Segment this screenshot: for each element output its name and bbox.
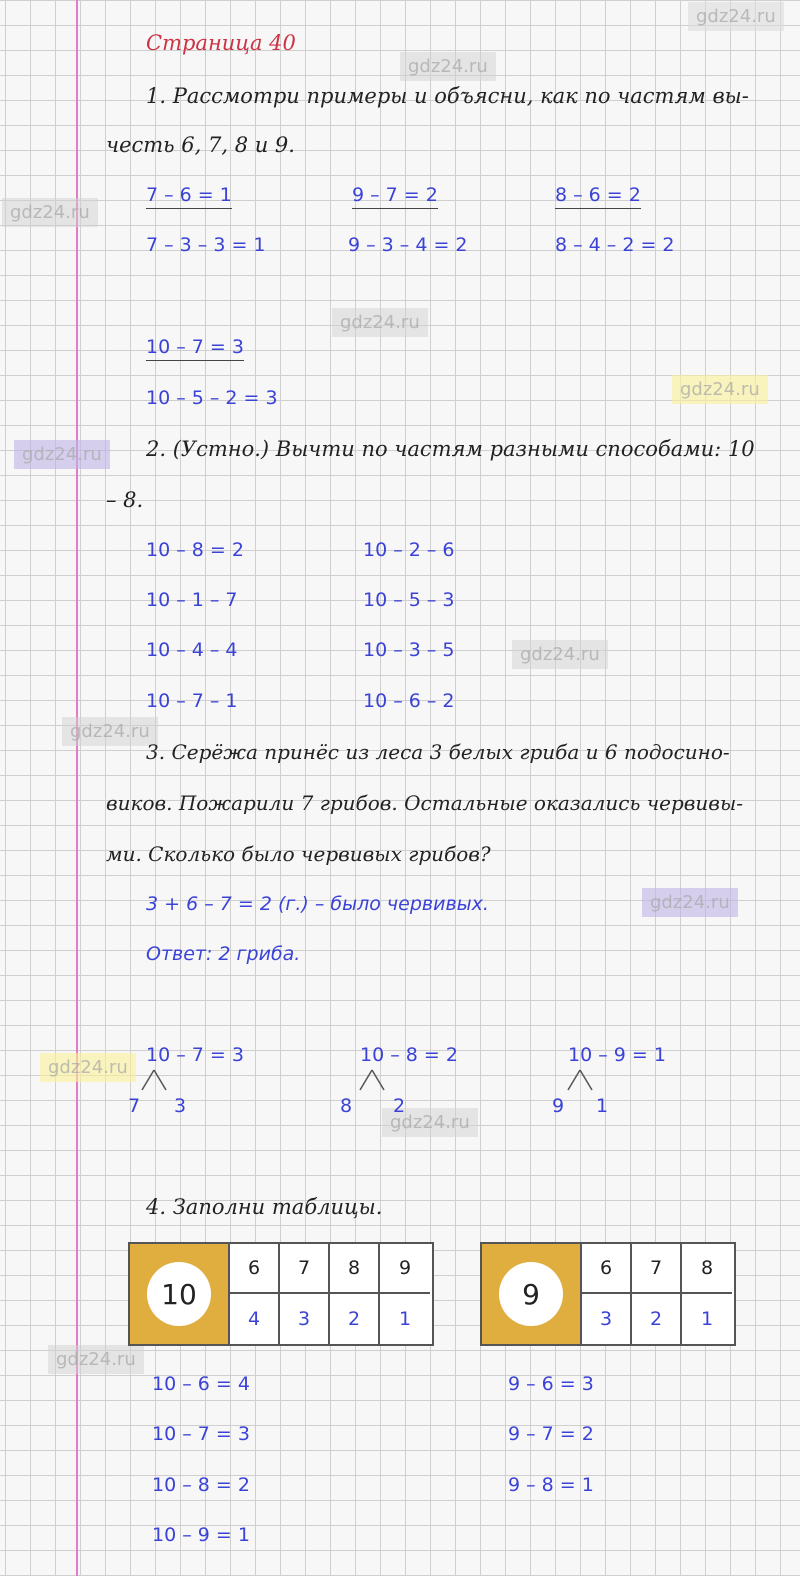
ex4-list2-item: 9 – 6 = 3	[508, 1373, 594, 1395]
table-cell: 1	[700, 1308, 714, 1330]
ex2-col2-item: 10 – 2 – 6	[363, 539, 455, 561]
ex4-text: 4. Заполни таблицы.	[146, 1195, 383, 1219]
decomp-left: 9	[552, 1095, 565, 1117]
ex1-parts-4: 10 – 5 – 2 = 3	[146, 387, 278, 409]
table-cell: 6	[582, 1244, 632, 1294]
ex4-list1-item: 10 – 6 = 4	[152, 1373, 250, 1395]
decomp-right: 2	[393, 1095, 406, 1117]
ex2-col1-item: 10 – 1 – 7	[146, 589, 238, 611]
watermark: gdz24.ru	[48, 1345, 144, 1374]
ex4-list1-item: 10 – 9 = 1	[152, 1524, 250, 1546]
ex3-answer: Ответ: 2 гриба.	[146, 943, 301, 965]
table-10	[128, 1242, 434, 1346]
ex1-parts-1: 7 – 3 – 3 = 1	[146, 234, 266, 256]
table-cell: 2	[330, 1294, 380, 1344]
watermark: gdz24.ru	[672, 375, 768, 404]
ex1-text-line1: 1. Рассмотри примеры и объясни, как по частям вы-	[146, 84, 749, 108]
watermark: gdz24.ru	[2, 198, 98, 227]
decomp-right: 1	[596, 1095, 609, 1117]
ex2-col2-item: 10 – 3 – 5	[363, 639, 455, 661]
watermark: gdz24.ru	[512, 640, 608, 669]
table-cell: 8	[682, 1244, 732, 1294]
ex4-list1-item: 10 – 8 = 2	[152, 1474, 250, 1496]
split-lines	[138, 1068, 170, 1092]
table-cell: 6	[230, 1244, 280, 1294]
table-cell: 2	[632, 1294, 682, 1344]
table-cell: 7	[280, 1244, 330, 1294]
watermark: gdz24.ru	[40, 1053, 136, 1082]
decomp-eq: 10 – 9 = 1	[568, 1044, 666, 1066]
ex2-col2-item: 10 – 5 – 3	[363, 589, 455, 611]
table-big-number: 9	[499, 1262, 563, 1326]
watermark: gdz24.ru	[14, 440, 110, 469]
ex2-col2-item: 10 – 6 – 2	[363, 690, 455, 712]
table-big-cell	[130, 1244, 230, 1344]
watermark: gdz24.ru	[400, 52, 496, 81]
ex1-parts-3: 8 – 4 – 2 = 2	[555, 234, 675, 256]
table-cell: 9	[380, 1244, 430, 1294]
ex1-parts-2: 9 – 3 – 4 = 2	[348, 234, 468, 256]
ex1-eq-4: 10 – 7 = 3	[146, 336, 244, 361]
ex1-eq-1: 7 – 6 = 1	[146, 184, 232, 209]
ex3-text-line1: 3. Серёжа принёс из леса 3 белых гриба и 6 подосино-	[146, 740, 730, 764]
watermark: gdz24.ru	[688, 2, 784, 31]
table-big-cell	[482, 1244, 582, 1344]
ex4-list2-item: 9 – 8 = 1	[508, 1474, 594, 1496]
ex2-col1-item: 10 – 4 – 4	[146, 639, 238, 661]
ex1-text-line2: честь 6, 7, 8 и 9.	[106, 133, 295, 157]
ex4-list2-item: 9 – 7 = 2	[508, 1423, 594, 1445]
split-lines	[356, 1068, 388, 1092]
margin-line	[76, 0, 78, 1576]
table-big-number: 10	[147, 1262, 211, 1326]
ex2-col1-item: 10 – 8 = 2	[146, 539, 244, 561]
watermark: gdz24.ru	[382, 1108, 478, 1137]
ex3-text-line3: ми. Сколько было червивых грибов?	[106, 842, 491, 866]
split-lines	[564, 1068, 596, 1092]
watermark: gdz24.ru	[332, 308, 428, 337]
decomp-left: 8	[340, 1095, 353, 1117]
ex1-eq-2: 9 – 7 = 2	[352, 184, 438, 209]
table-cell: 3	[280, 1294, 330, 1344]
ex1-eq-3: 8 – 6 = 2	[555, 184, 641, 209]
decomp-left: 7	[128, 1095, 141, 1117]
decomp-right: 3	[174, 1095, 187, 1117]
ex2-text-line1: 2. (Устно.) Вычти по частям разными способами: 10	[146, 437, 755, 461]
ex3-text-line2: виков. Пожарили 7 грибов. Остальные оказались червивы-	[106, 791, 743, 815]
table-cell: 4	[230, 1294, 280, 1344]
page-title: Страница 40	[146, 31, 296, 55]
table-cell: 1	[398, 1308, 412, 1330]
ex2-col1-item: 10 – 7 – 1	[146, 690, 238, 712]
decomp-eq: 10 – 7 = 3	[146, 1044, 244, 1066]
table-cell: 3	[582, 1294, 632, 1344]
ex2-text-line2: – 8.	[106, 488, 144, 512]
decomp-eq: 10 – 8 = 2	[360, 1044, 458, 1066]
table-cell: 7	[632, 1244, 682, 1294]
table-9	[480, 1242, 736, 1346]
ex4-list1-item: 10 – 7 = 3	[152, 1423, 250, 1445]
watermark: gdz24.ru	[62, 717, 158, 746]
watermark: gdz24.ru	[642, 888, 738, 917]
table-cell: 8	[330, 1244, 380, 1294]
ex3-solution: 3 + 6 – 7 = 2 (г.) – было червивых.	[146, 893, 489, 915]
